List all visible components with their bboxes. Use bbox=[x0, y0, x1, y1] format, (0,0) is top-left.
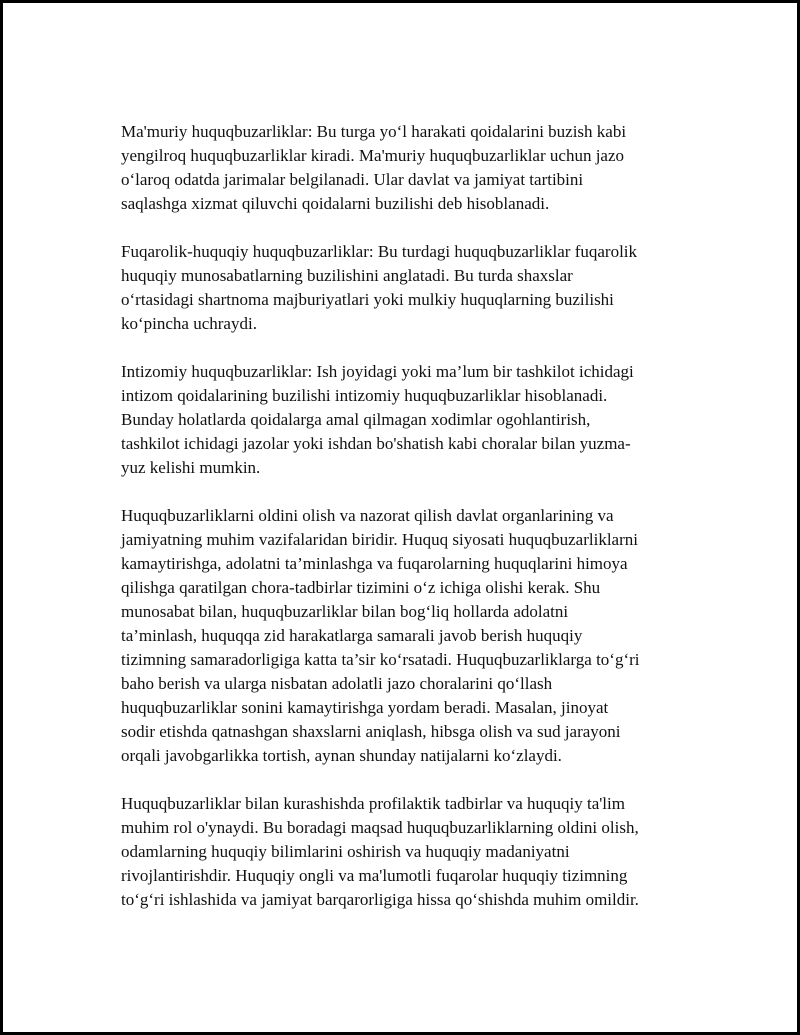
paragraph-disciplinary-offenses: Intizomiy huquqbuzarliklar: Ish joyidagi yoki ma’lum bir tashkilot ichidagi intizom qoidalarining buzilishi intizomiy huquqbuzarliklar hisoblanadi. Bunday holatlarda qoidalarga amal qilmagan xodimlar ogohlantirish, tashkilot ichidagi jazolar yoki ishdan bo'shatish kabi choralar bilan yuzma- yuz kelishi mumkin. bbox=[121, 362, 634, 477]
paragraph-administrative-offenses: Ma'muriy huquqbuzarliklar: Bu turga yo‘l harakati qoidalarini buzish kabi yengilroq huquqbuzarliklar kiradi. Ma'muriy huquqbuzarliklar uchun jazo o‘laroq odatda jarimalar belgilanadi. Ular davlat va jamiyat tartibini saqlashga xizmat qiluvchi qoidalarni buzilishi deb hisoblanadi. bbox=[121, 122, 627, 213]
document-body bbox=[121, 120, 691, 912]
paragraph-prevention-and-control: Huquqbuzarliklarni oldini olish va nazorat qilish davlat organlarining va jamiyatning muhim vazifalaridan biridir. Huquq siyosati huquqbuzarliklarni kamaytirishga, adolatni ta’minlashga va fuqarolarning huquqlarini himoya qilishga qaratilgan chora-tadbirlar tizimini o‘z ichiga olishi kerak. Shu munosabat bilan, huquqbuzarliklar bilan bog‘liq hollarda adolatni ta’minlash, huquqqa zid harakatlarga samarali javob berish huquqiy tizimning samaradorligiga katta ta’sir ko‘rsatadi. Huquqbuzarliklarga to‘g‘ri baho berish va ularga nisbatan adolatli jazo choralarini qo‘llash huquqbuzarliklar sonini kamaytirishga yordam beradi. Masalan, jinoyat sodir etishda qatnashgan shaxslarni aniqlash, hibsga olish va sud jarayoni orqali javobgarlikka tortish, aynan shunday natijalarni ko‘zlaydi. bbox=[121, 506, 640, 765]
paragraph-prevention-and-education: Huquqbuzarliklar bilan kurashishda profilaktik tadbirlar va huquqiy ta'lim muhim rol o'ynaydi. Bu boradagi maqsad huquqbuzarliklarning oldini olish, odamlarning huquqiy bilimlarini oshirish va huquqiy madaniyatni rivojlantirishdir. Huquqiy ongli va ma'lumotli fuqarolar huquqiy tizimning to‘g‘ri ishlashida va jamiyat barqarorligiga hissa qo‘shishda muhim omildir. bbox=[121, 794, 639, 909]
paragraph-civil-offenses: Fuqarolik-huquqiy huquqbuzarliklar: Bu turdagi huquqbuzarliklar fuqarolik huquqiy munosabatlarning buzilishini anglatadi. Bu turda shaxslar o‘rtasidagi shartnoma majburiyatlari yoki mulkiy huquqlarning buzilishi ko‘pincha uchraydi. bbox=[121, 242, 638, 333]
